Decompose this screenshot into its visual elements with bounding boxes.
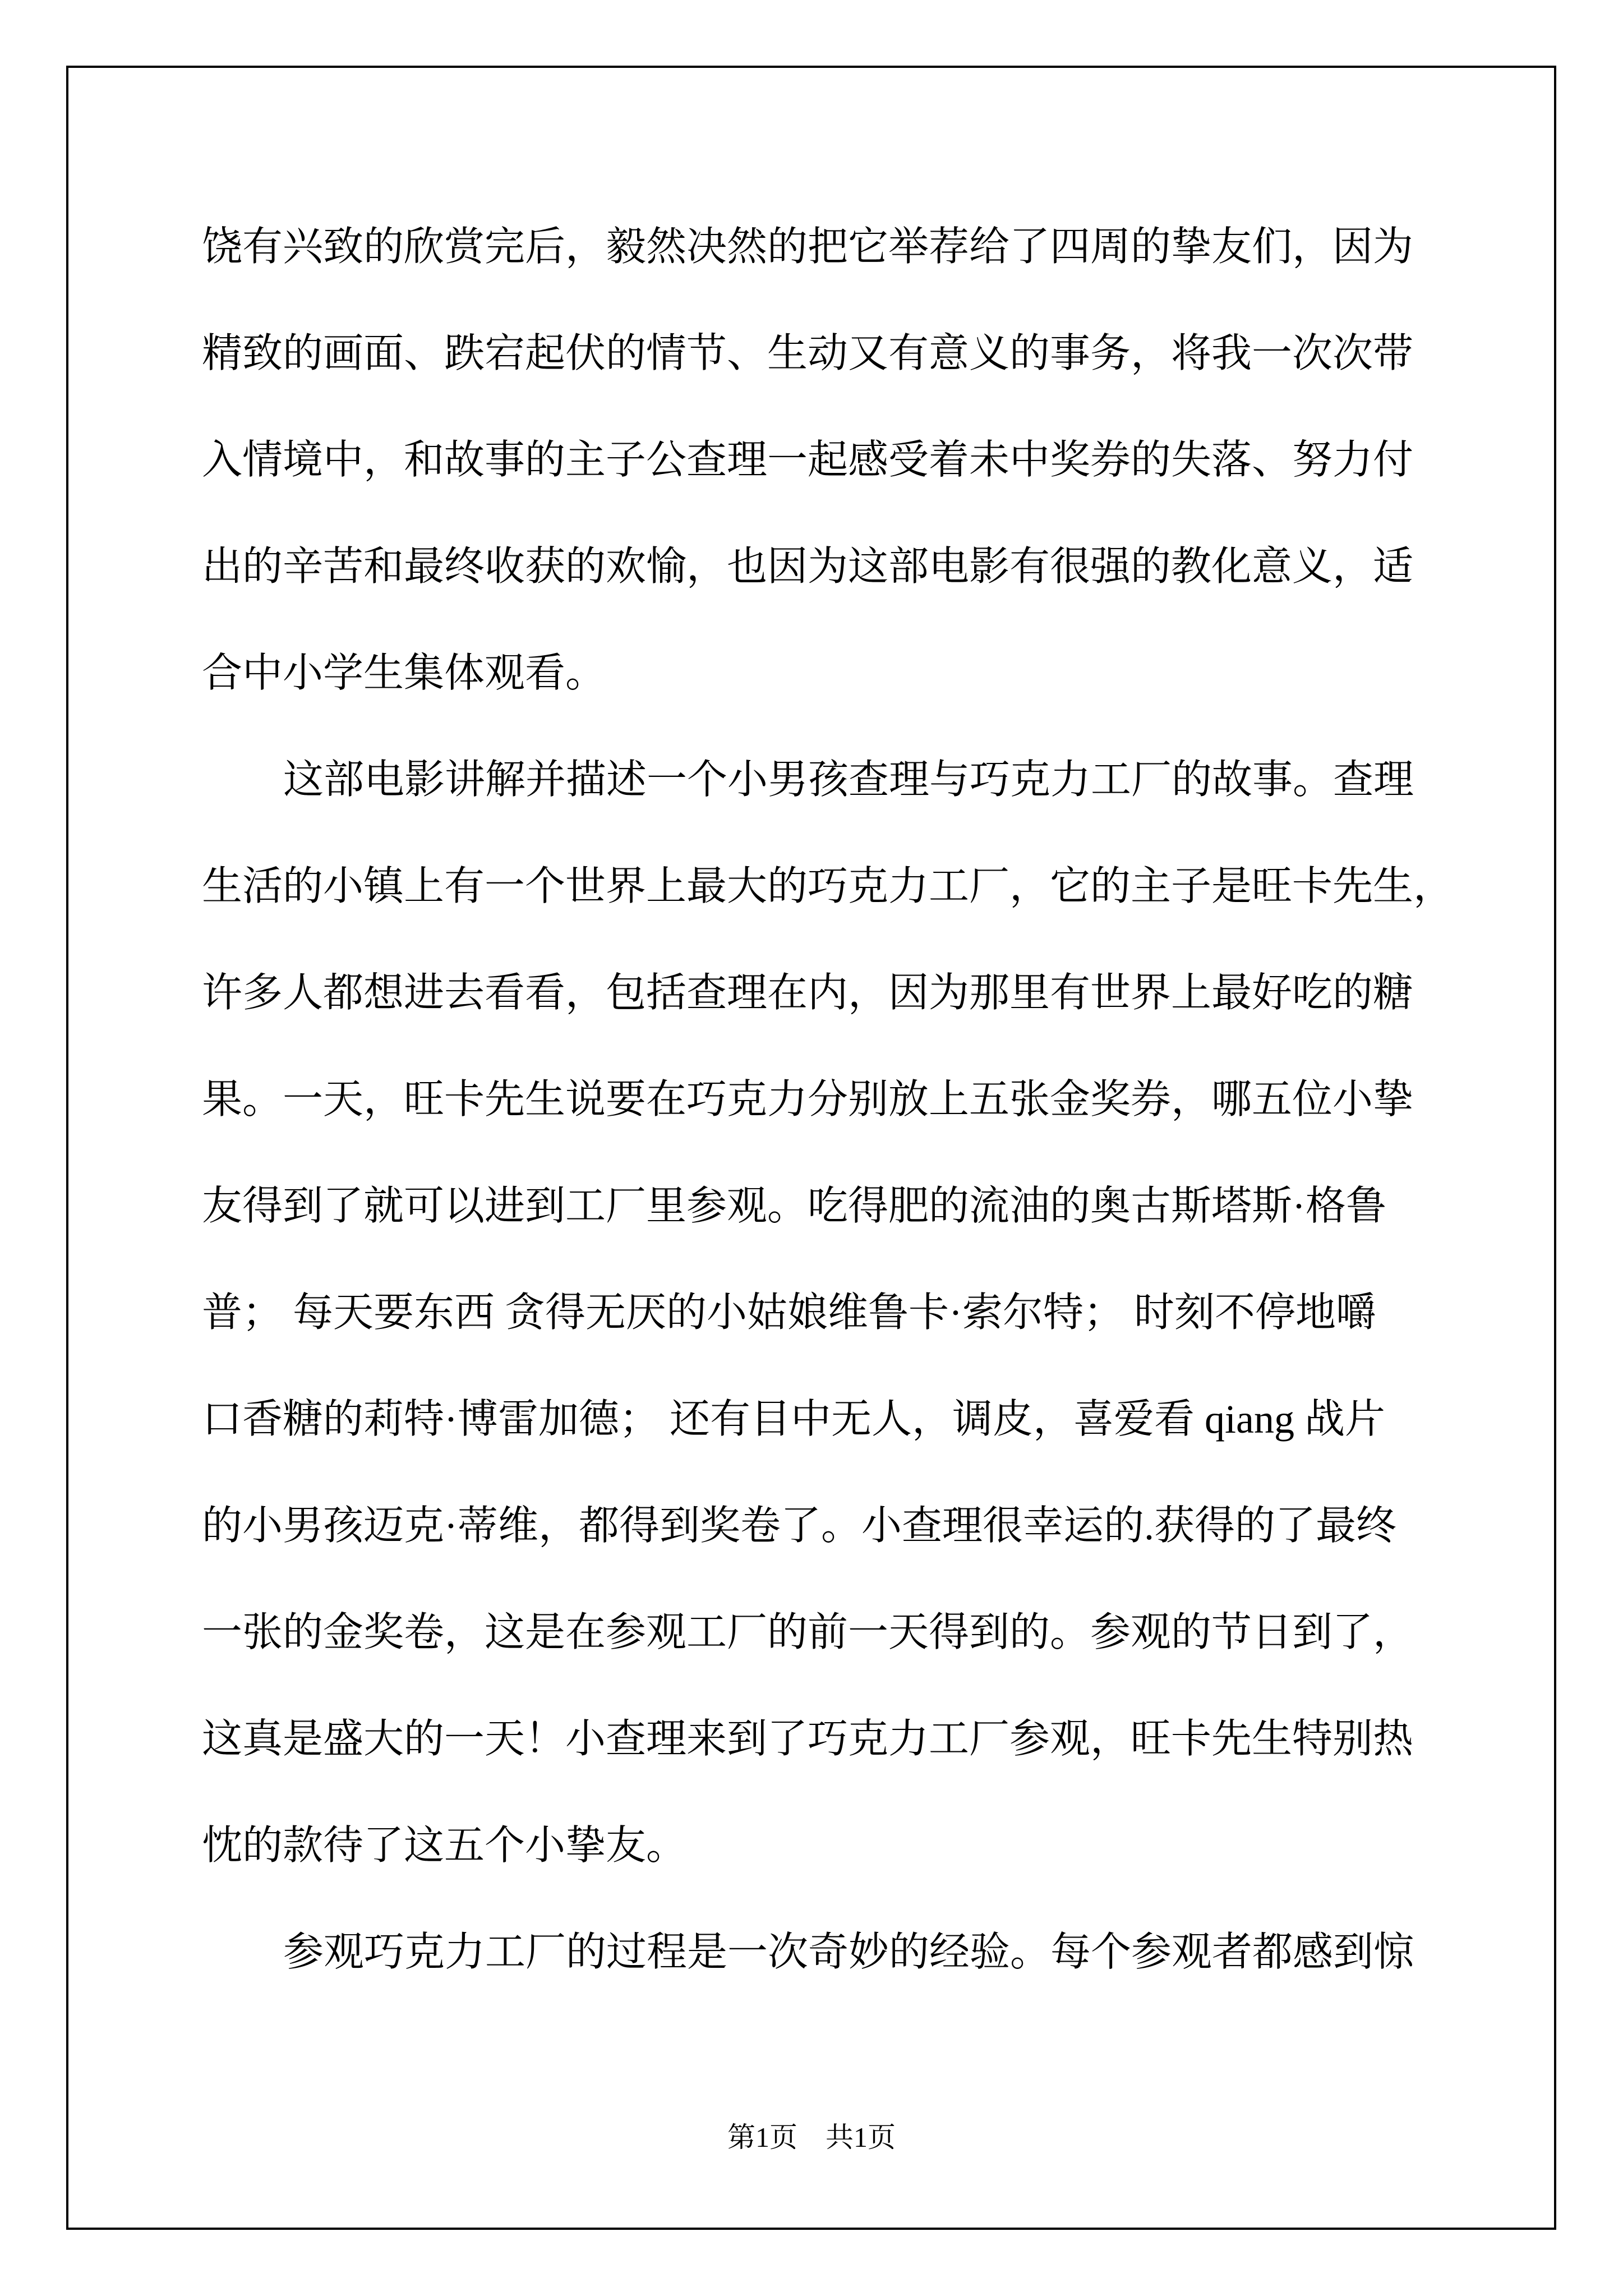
text-line: 入情境中，和故事的主子公查理一起感受着未中奖券的失落、努力付	[202, 438, 1414, 482]
text-line: 口香糖的莉特·博雷加德； 还有目中无人，调皮，喜爱看 qiang 战片	[202, 1397, 1385, 1442]
text-line: 普； 每天要东西 贪得无厌的小姑娘维鲁卡·索尔特； 时刻不停地嚼	[202, 1290, 1376, 1335]
text-line: 的小男孩迈克·蒂维，都得到奖卷了。小查理很幸运的.获得的了最终	[202, 1503, 1396, 1548]
text-line: 这部电影讲解并描述一个小男孩查理与巧克力工厂的故事。查理	[283, 757, 1414, 802]
text-line: 忱的款待了这五个小挚友。	[202, 1823, 687, 1868]
text-line: 参观巧克力工厂的过程是一次奇妙的经验。每个参观者都感到惊	[283, 1930, 1414, 1975]
text-line: 一张的金奖卷，这是在参观工厂的前一天得到的。参观的节日到了，	[202, 1610, 1414, 1655]
text-line: 果。一天，旺卡先生说要在巧克力分别放上五张金奖券，哪五位小挚	[202, 1077, 1414, 1122]
document-body	[202, 194, 1454, 2005]
text-line: 生活的小镇上有一个世界上最大的巧克力工厂，它的主子是旺卡先生，	[202, 864, 1454, 909]
page-footer: 第1页 共1页	[727, 2122, 896, 2153]
text-line: 这真是盛大的一天！小查理来到了巧克力工厂参观，旺卡先生特别热	[202, 1717, 1414, 1761]
text-line: 精致的画面、跌宕起伏的情节、生动又有意义的事务，将我一次次带	[202, 331, 1414, 376]
text-line: 合中小学生集体观看。	[202, 651, 606, 696]
text-line: 许多人都想进去看看，包括查理在内，因为那里有世界上最好吃的糖	[202, 970, 1414, 1015]
text-line: 出的辛苦和最终收获的欢愉，也因为这部电影有很强的教化意义，适	[202, 544, 1414, 589]
text-line: 饶有兴致的欣赏完后，毅然决然的把它举荐给了四周的挚友们，因为	[202, 224, 1414, 269]
text-line: 友得到了就可以进到工厂里参观。吃得肥的流油的奥古斯塔斯·格鲁	[202, 1184, 1386, 1228]
